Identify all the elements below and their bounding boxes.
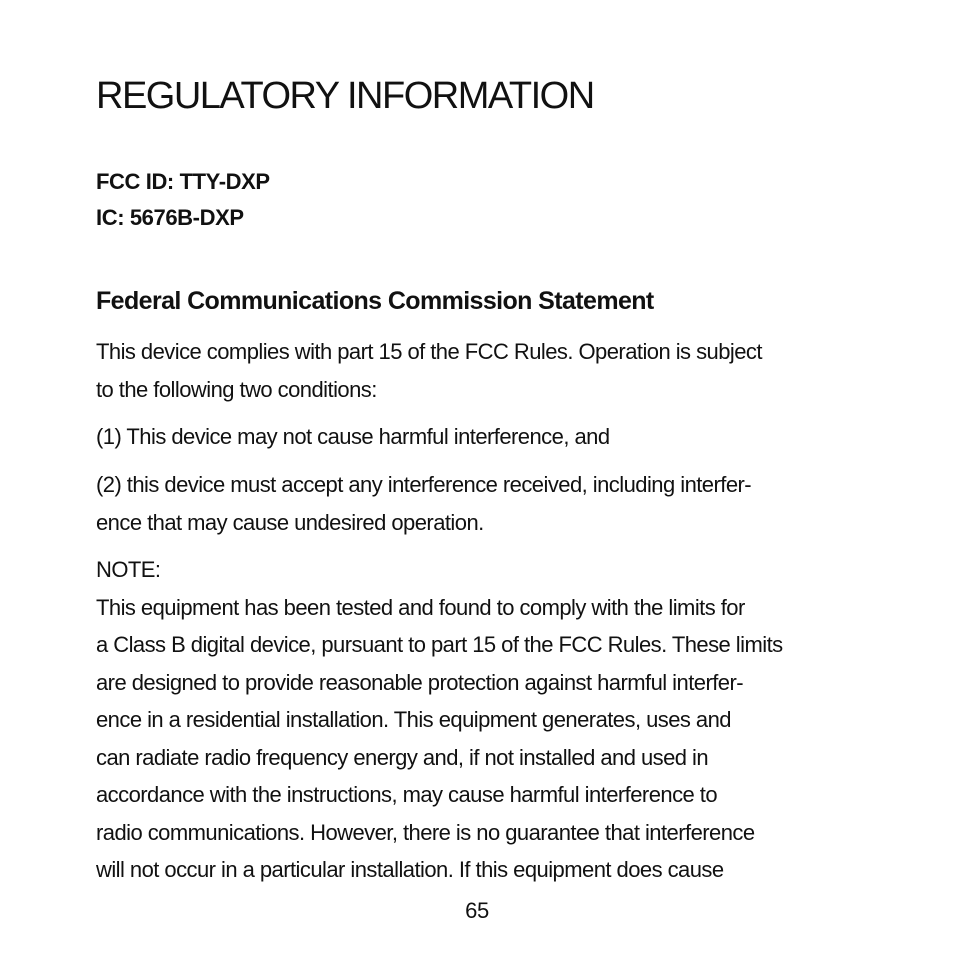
paragraph-line: This device complies with part 15 of the FCC Rules. Operation is subject (96, 339, 762, 364)
paragraph-line: are designed to provide reasonable protection against harmful interfer- (96, 669, 744, 695)
paragraph-line: can radiate radio frequency energy and, if not installed and used in (96, 744, 709, 770)
paragraph-line: accordance with the instructions, may cause harmful interference to (96, 782, 718, 807)
ic-id: IC: 5676B-DXP (96, 205, 244, 230)
paragraph-line: a Class B digital device, pursuant to part 15 of the FCC Rules. These limits (96, 632, 783, 657)
document-page (96, 0, 886, 954)
paragraph-line: to the following two conditions: (96, 376, 377, 402)
page-title: REGULATORY INFORMATION (96, 75, 594, 117)
paragraph-line: This equipment has been tested and found to comply with the limits for (96, 594, 745, 620)
page-number: 65 (465, 898, 489, 923)
device-identifiers (96, 164, 270, 236)
fcc-id: FCC ID: TTY-DXP (96, 169, 270, 194)
paragraph-line: (2) this device must accept any interference received, including interfer- (96, 472, 752, 497)
paragraph-line: radio communications. However, there is no guarantee that interference (96, 819, 755, 845)
paragraph-line: ence that may cause undesired operation. (96, 509, 484, 535)
paragraph-condition-1 (96, 418, 886, 456)
paragraph-line: ence in a residential installation. This equipment generates, uses and (96, 707, 731, 732)
paragraph-compliance (96, 333, 886, 408)
paragraph-note (96, 551, 886, 889)
note-label: NOTE: (96, 557, 161, 582)
paragraph-line: (1) This device may not cause harmful interference, and (96, 424, 610, 449)
paragraph-line: will not occur in a particular installation. If this equipment does cause (96, 857, 724, 882)
paragraph-condition-2 (96, 466, 886, 541)
section-heading: Federal Communications Commission Statement (96, 287, 654, 315)
